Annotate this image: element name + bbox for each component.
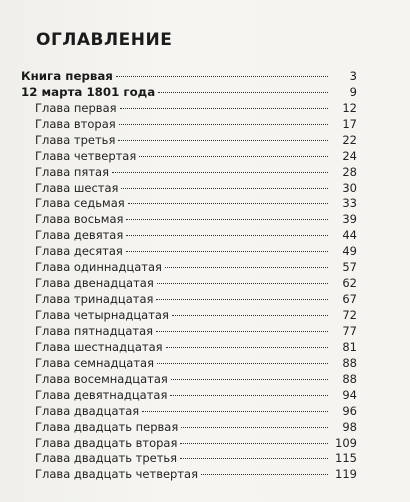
- toc-entry-label: Глава шестнадцатая: [35, 339, 163, 354]
- toc-entry-page-number: 12: [342, 100, 357, 115]
- toc-chapter-entry: [21, 128, 357, 147]
- toc-entry-label: Глава третья: [35, 132, 116, 147]
- toc-entry-label: Глава восьмая: [35, 212, 124, 227]
- dot-leader: [139, 144, 328, 160]
- toc-chapter-entry: [21, 176, 357, 195]
- toc-part-entry: [21, 64, 357, 83]
- dot-leader: [156, 319, 328, 335]
- toc-entry-page-number: 22: [342, 132, 357, 147]
- toc-chapter-entry: [21, 223, 357, 243]
- toc-entry-label: Глава вторая: [35, 116, 116, 131]
- toc-entry-page-number: 3: [349, 68, 357, 83]
- dot-leader: [119, 112, 328, 128]
- toc-entry-page-number: 88: [342, 371, 357, 386]
- toc-entry-label: Глава первая: [35, 100, 117, 115]
- toc-chapter-entry: [21, 160, 357, 179]
- toc-entry-label: Глава пятая: [35, 164, 109, 179]
- toc-entry-page-number: 49: [342, 244, 357, 259]
- toc-chapter-entry: [21, 383, 357, 402]
- toc-entry-label: Глава двадцатая: [35, 403, 140, 418]
- toc-entry-label: 12 марта 1801 года: [21, 84, 156, 99]
- toc-entry-page-number: 39: [342, 212, 357, 227]
- toc-entry-page-number: 72: [342, 308, 357, 322]
- toc-chapter-entry: [21, 351, 357, 370]
- toc-chapter-entry: [21, 399, 357, 418]
- toc-chapter-entry: [21, 192, 357, 211]
- dot-leader: [172, 303, 328, 319]
- toc-entry-label: Глава двадцать третья: [35, 451, 178, 466]
- toc-chapter-entry: [21, 287, 357, 307]
- dot-leader: [166, 335, 328, 351]
- toc-entry-label: Глава семнадцатая: [35, 355, 155, 370]
- dot-leader: [126, 223, 328, 239]
- table-of-contents: [21, 64, 357, 482]
- dot-leader: [181, 415, 328, 431]
- dot-leader: [180, 431, 328, 447]
- toc-entry-label: Глава девятнадцатая: [35, 387, 168, 402]
- dot-leader: [180, 447, 328, 463]
- toc-entry-label: Глава двадцать вторая: [35, 435, 178, 450]
- toc-entry-page-number: 28: [342, 164, 357, 179]
- toc-entry-page-number: 30: [342, 180, 357, 195]
- toc-chapter-entry: [21, 303, 357, 322]
- toc-entry-page-number: 81: [342, 339, 357, 354]
- toc-entry-page-number: 62: [342, 276, 357, 291]
- toc-part-entry: [21, 80, 357, 99]
- dot-leader: [116, 64, 328, 80]
- toc-entry-label: Глава седьмая: [35, 196, 125, 211]
- toc-entry-label: Глава четырнадцатая: [35, 308, 169, 322]
- toc-chapter-entry: [21, 239, 357, 259]
- dot-leader: [201, 462, 328, 478]
- toc-entry-page-number: 57: [342, 260, 357, 275]
- toc-entry-label: Глава двадцать четвертая: [35, 467, 199, 482]
- toc-entry-page-number: 119: [335, 467, 357, 482]
- toc-entry-label: Глава шестая: [35, 180, 119, 195]
- dot-leader: [118, 128, 328, 144]
- toc-chapter-entry: [21, 447, 357, 466]
- toc-chapter-entry: [21, 319, 357, 338]
- dot-leader: [170, 383, 328, 399]
- toc-entry-page-number: 44: [342, 228, 357, 243]
- toc-chapter-entry: [21, 367, 357, 386]
- toc-entry-page-number: 9: [349, 84, 357, 99]
- dot-leader: [121, 176, 328, 192]
- toc-entry-page-number: 67: [342, 292, 357, 307]
- toc-entry-label: Глава одиннадцатая: [35, 260, 162, 275]
- dot-leader: [165, 255, 328, 271]
- toc-chapter-entry: [21, 335, 357, 354]
- toc-entry-page-number: 77: [342, 323, 357, 338]
- toc-entry-page-number: 24: [342, 148, 357, 163]
- toc-entry-label: Глава двенадцатая: [35, 276, 154, 291]
- dot-leader: [171, 367, 328, 383]
- dot-leader: [157, 351, 328, 367]
- dot-leader: [120, 96, 328, 112]
- dot-leader: [157, 271, 328, 287]
- dot-leader: [128, 192, 328, 208]
- toc-chapter-entry: [21, 462, 357, 482]
- toc-entry-page-number: 88: [342, 355, 357, 370]
- toc-entry-page-number: 96: [342, 403, 357, 418]
- toc-entry-label: Глава пятнадцатая: [35, 323, 154, 338]
- toc-chapter-entry: [21, 255, 357, 275]
- toc-entry-page-number: 109: [335, 435, 357, 450]
- dot-leader: [126, 207, 328, 223]
- page-title: ОГЛАВЛЕНИЕ: [36, 30, 173, 50]
- toc-chapter-entry: [21, 144, 357, 163]
- toc-entry-label: Глава десятая: [35, 244, 123, 259]
- toc-entry-page-number: 17: [342, 116, 357, 131]
- toc-entry-label: Глава тринадцатая: [35, 292, 154, 307]
- toc-chapter-entry: [21, 271, 357, 291]
- toc-entry-page-number: 115: [335, 451, 357, 466]
- dot-leader: [158, 80, 328, 96]
- toc-entry-page-number: 94: [342, 387, 357, 402]
- dot-leader: [112, 160, 328, 176]
- toc-entry-label: Глава четвертая: [35, 148, 137, 163]
- toc-chapter-entry: [21, 96, 357, 115]
- toc-entry-label: Книга первая: [21, 68, 113, 83]
- dot-leader: [156, 287, 328, 303]
- toc-chapter-entry: [21, 415, 357, 434]
- toc-entry-label: Глава девятая: [35, 228, 124, 243]
- toc-entry-page-number: 98: [342, 419, 357, 434]
- dot-leader: [126, 239, 328, 255]
- toc-chapter-entry: [21, 112, 357, 131]
- toc-entry-label: Глава двадцать первая: [35, 419, 179, 434]
- dot-leader: [142, 399, 328, 415]
- toc-entry-page-number: 33: [342, 196, 357, 211]
- toc-chapter-entry: [21, 207, 357, 227]
- toc-chapter-entry: [21, 431, 357, 450]
- toc-entry-label: Глава восемнадцатая: [35, 371, 168, 386]
